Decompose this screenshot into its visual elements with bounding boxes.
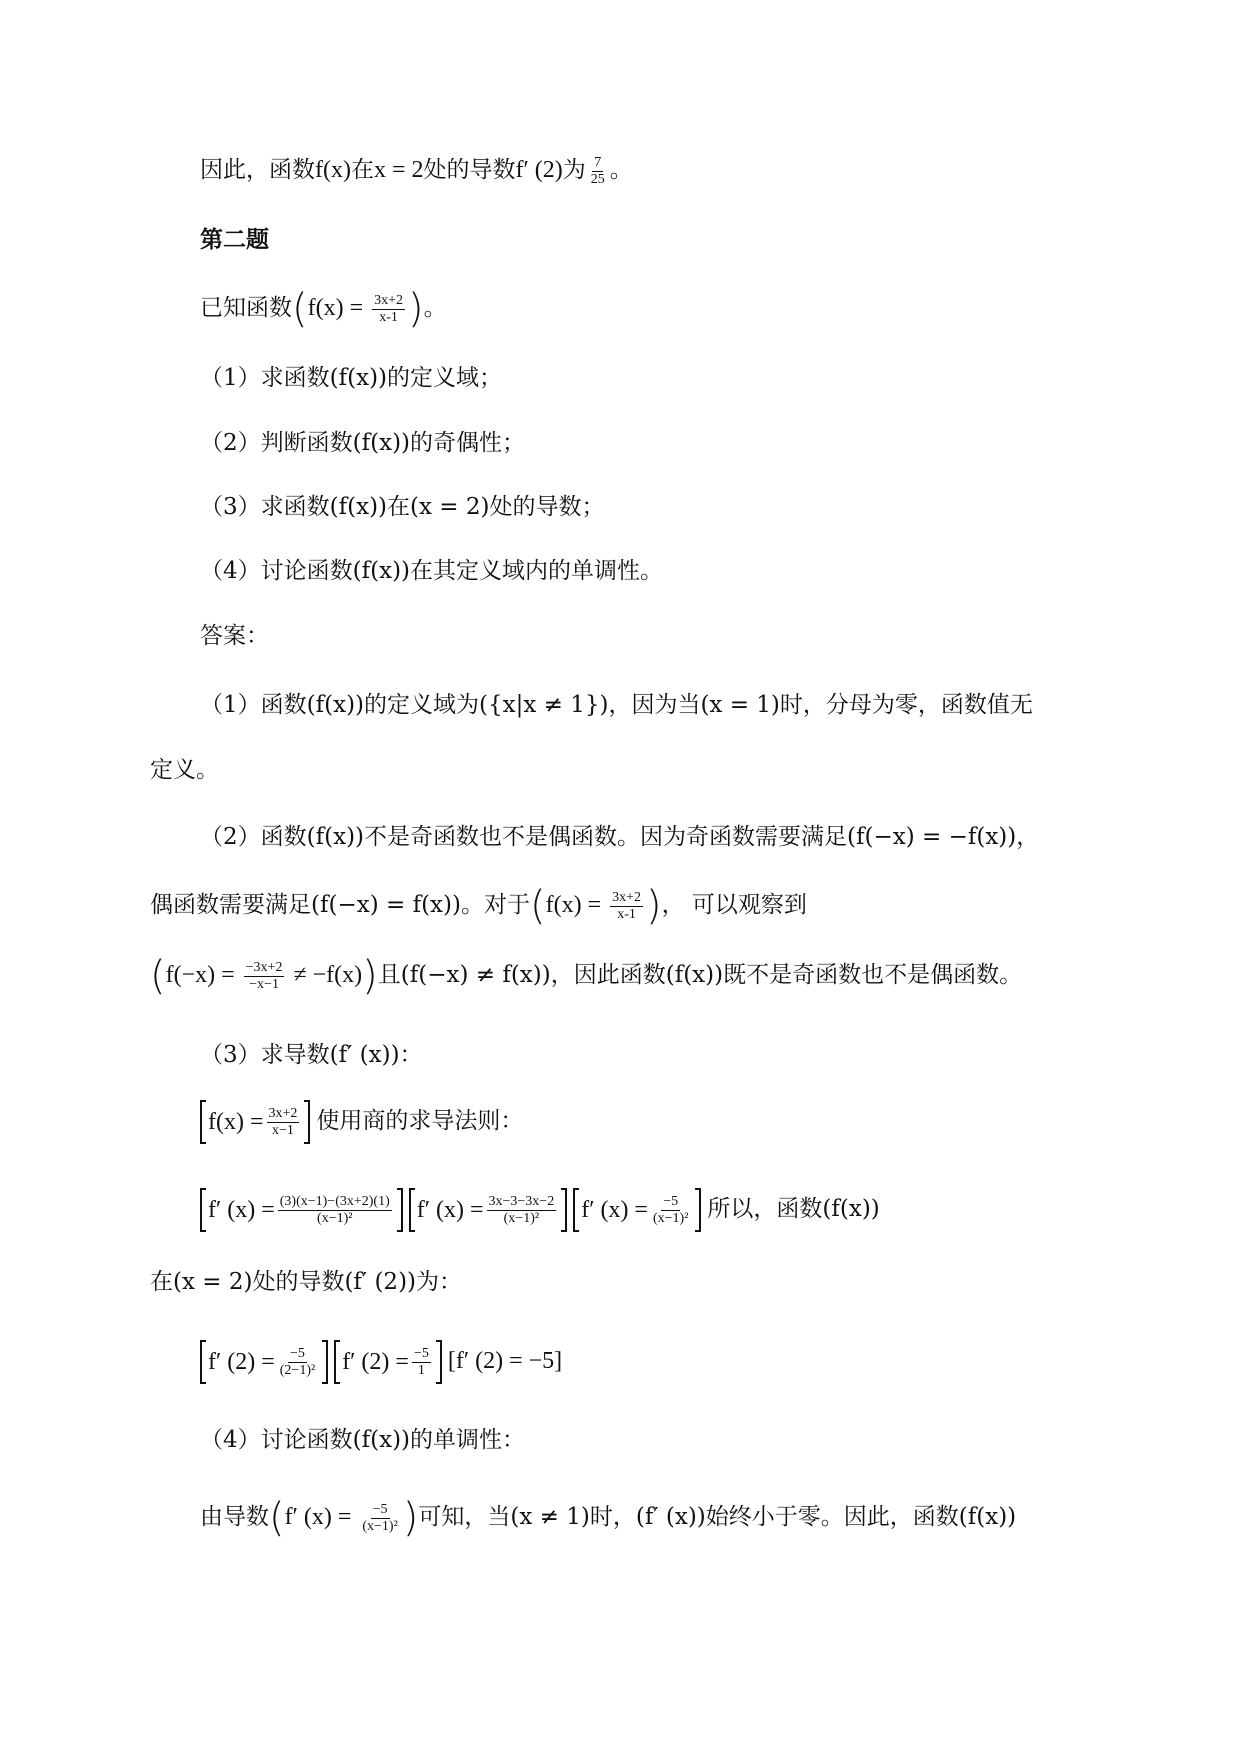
denominator: 1 <box>417 1362 425 1378</box>
denominator: (x−1)² <box>503 1210 540 1226</box>
answer-3-line-5 <box>200 1340 562 1384</box>
text: 。 <box>423 295 447 321</box>
denominator: −x−1 <box>249 976 279 992</box>
math: f′ (2) = <box>208 1349 275 1375</box>
text: 为 <box>562 157 586 183</box>
fraction <box>412 1346 431 1379</box>
paren-right: ) <box>362 953 378 999</box>
answer-label: 答案： <box>200 623 269 649</box>
numerator: 3x+2 <box>612 889 642 905</box>
question-2: （2）判断函数(f(x))的奇偶性； <box>200 430 526 456</box>
fraction <box>278 1194 392 1227</box>
text: 。 <box>609 157 633 183</box>
paren-left: ( <box>150 953 166 999</box>
text: 已知函数 <box>200 295 292 321</box>
answer-2-line-2 <box>150 883 807 929</box>
fraction <box>487 1194 557 1227</box>
numerator: −5 <box>372 1501 388 1517</box>
bracket-expression <box>409 1188 567 1232</box>
numerator: −5 <box>663 1193 679 1209</box>
paren-left: ( <box>529 883 546 929</box>
paren-right: ) <box>646 883 662 929</box>
math: f′ (x) = <box>581 1197 648 1223</box>
math: f′ (x) = <box>416 1197 484 1223</box>
fraction <box>372 293 405 326</box>
answer-3-line-4: 在(x = 2)处的导数(f′ (2))为： <box>150 1269 463 1295</box>
bracket-expression <box>573 1188 701 1232</box>
text: 处的导数 <box>423 157 516 183</box>
fraction <box>278 1346 317 1379</box>
math: [f′ (2) = −5] <box>447 1348 563 1374</box>
numerator: 3x+2 <box>374 292 404 308</box>
paren-right: ) <box>402 1495 419 1541</box>
numerator: 3x−3−3x−2 <box>488 1193 555 1209</box>
text: 所以，函数(f(x)) <box>707 1196 880 1222</box>
math: ≠ −f(x) <box>287 962 363 988</box>
given-function <box>200 286 447 332</box>
denominator: (x−1)² <box>652 1210 689 1226</box>
math: f′ (x) = <box>284 1504 358 1530</box>
answer-4-line-1: （4）讨论函数(f(x))的单调性： <box>200 1427 526 1453</box>
numerator: −3x+2 <box>245 959 283 975</box>
numerator: 7 <box>594 154 602 170</box>
math: f′ (2) = <box>342 1349 409 1375</box>
bracket-expression <box>334 1340 442 1384</box>
denominator: 25 <box>590 171 605 187</box>
math: f′ (x) = <box>208 1197 275 1223</box>
fraction <box>589 155 607 188</box>
text: 偶函数需要满足(f(−x) = f(x))。对于 <box>150 892 530 918</box>
paren-right: ) <box>408 286 424 332</box>
text: 可知，当(x ≠ 1)时，(f′ (x))始终小于零。因此，函数(f(x)) <box>418 1504 1017 1530</box>
math: f(x) = <box>545 892 608 918</box>
text: ， 可以观察到 <box>661 892 807 918</box>
answer-1-line-1: （1）函数(f(x))的定义域为({x|x ≠ 1})，因为当(x = 1)时，分母为零，函数值无 <box>200 692 1033 718</box>
answer-3-line-3 <box>200 1188 880 1232</box>
numerator: −5 <box>413 1345 429 1361</box>
question-3: （3）求函数(f(x))在(x = 2)处的导数； <box>200 494 605 520</box>
math: f′ (2) <box>515 157 563 183</box>
math: f(x) <box>315 157 351 183</box>
denominator: (x−1)² <box>362 1518 398 1534</box>
denominator: x−1 <box>272 1122 294 1138</box>
text: 在 <box>350 157 374 183</box>
answer-2-line-3 <box>150 953 1023 999</box>
question-1: （1）求函数(f(x))的定义域； <box>200 365 503 391</box>
fraction <box>651 1194 690 1227</box>
answer-3-line-1: （3）求导数(f′ (x))： <box>200 1042 423 1068</box>
answer-2-line-1: （2）函数(f(x))不是奇函数也不是偶函数。因为奇函数需要满足(f(−x) = −f(x))， <box>200 824 1040 850</box>
numerator: (3)(x−1)−(3x+2)(1) <box>279 1193 390 1209</box>
section-heading: 第二题 <box>200 226 269 253</box>
fraction <box>267 1106 300 1139</box>
line-conclusion <box>200 150 633 190</box>
text: 因此，函数 <box>200 157 315 183</box>
fraction <box>360 1502 399 1535</box>
answer-4-line-2 <box>200 1495 1017 1541</box>
math: f(x) = <box>307 295 370 321</box>
fraction <box>244 960 285 993</box>
denominator: (2−1)² <box>279 1362 316 1378</box>
text: 由导数 <box>200 1504 269 1530</box>
math: x = 2 <box>373 157 424 183</box>
fraction <box>610 890 643 923</box>
paren-left: ( <box>269 1495 285 1541</box>
paren-left: ( <box>292 286 308 332</box>
numerator: 3x+2 <box>268 1105 298 1121</box>
bracket-expression <box>200 1340 328 1384</box>
text: 使用商的求导法则： <box>316 1108 524 1134</box>
denominator: x-1 <box>379 309 398 325</box>
math: f(−x) = <box>165 962 241 988</box>
question-4: （4）讨论函数(f(x))在其定义域内的单调性。 <box>200 558 664 584</box>
answer-1-line-2: 定义。 <box>150 757 219 783</box>
denominator: x-1 <box>617 906 636 922</box>
numerator: −5 <box>290 1345 305 1361</box>
text: 且(f(−x) ≠ f(x))，因此函数(f(x))既不是奇函数也不是偶函数。 <box>377 962 1023 988</box>
denominator: (x−1)² <box>317 1210 353 1226</box>
bracket-expression <box>200 1100 310 1144</box>
answer-3-line-2 <box>200 1100 523 1144</box>
math: f(x) = <box>208 1109 264 1135</box>
bracket-expression <box>200 1188 403 1232</box>
